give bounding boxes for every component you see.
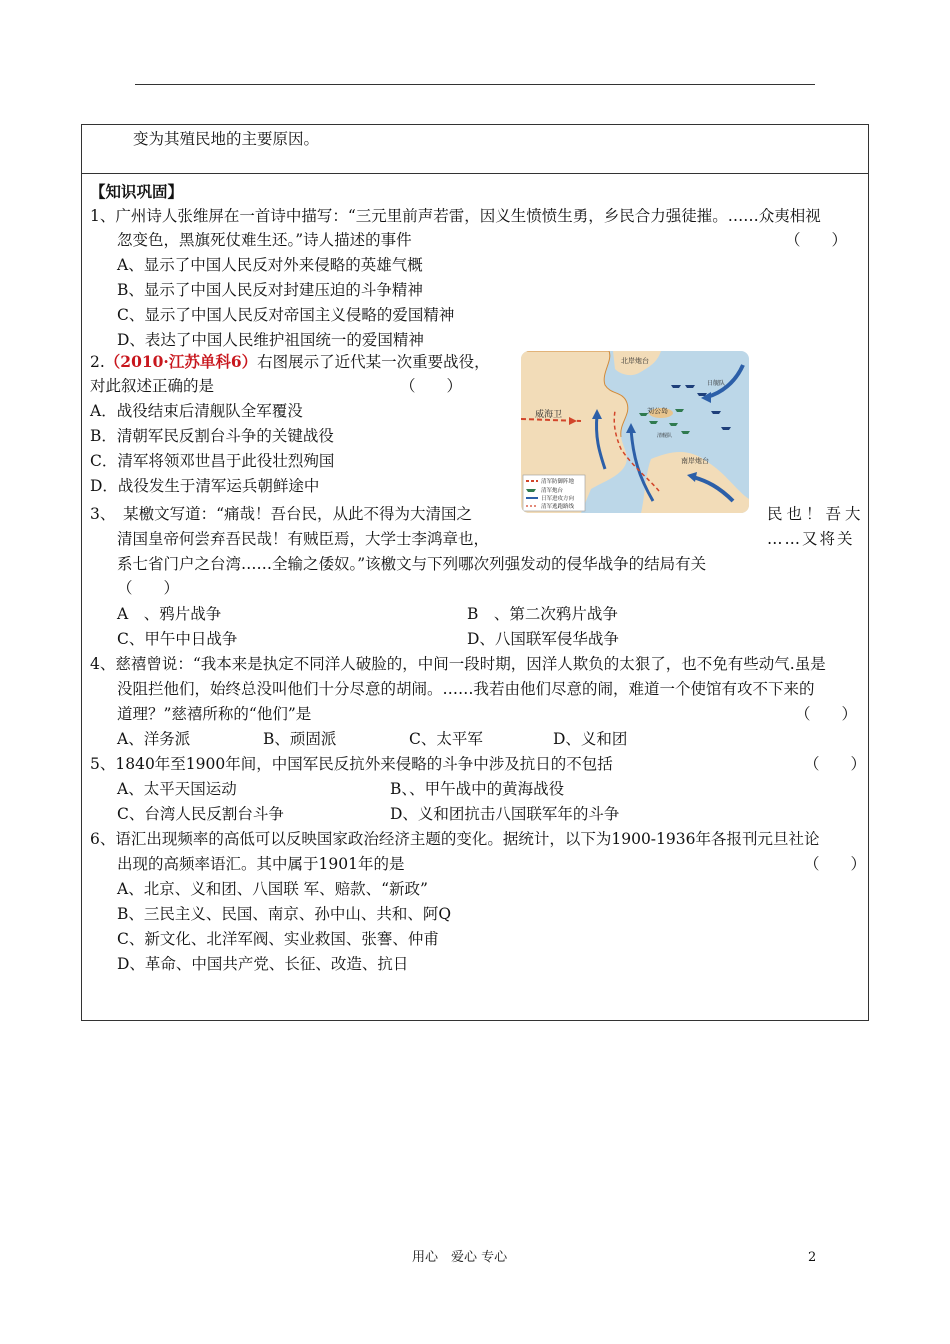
q5-option-b: B、、甲午战中的黄海战役 [390,780,565,798]
q2-option-c: C．清军将领邓世昌于此役壮烈殉国 [90,452,335,470]
legend-label-attack: 日军进攻方向 [541,496,575,502]
q6-answer-blank: （ ） [804,855,867,873]
q6-option-d: D、革命、中国共产党、长征、改造、抗日 [117,955,409,973]
q3-stem-line2a: 清国皇帝何尝弃吾民哉！有贼臣焉，大学士李鸿章也， [117,530,490,548]
q5-option-d: D、义和团抗击八国联军年的斗争 [390,805,620,823]
q6-option-b: B、三民主义、民国、南京、孙中山、共和、阿Q [117,905,452,923]
q1-answer-blank: （ ） [785,231,848,249]
q5-answer-blank: （ ） [804,755,867,773]
q4-stem-line3: 道理？”慈禧所称的“他们”是 [117,705,312,723]
legend-label-fort: 清军炮台 [541,488,564,494]
q5-option-a: A、太平天国运动 [117,780,237,798]
q6-option-a: A、北京、义和团、八国联 军、赔款、“新政” [117,880,428,898]
q1-option-b: B、显示了中国人民反对封建压迫的斗争精神 [117,281,423,299]
battle-map-graphic [521,351,749,513]
q3-option-d: D、八国联军侵华战争 [467,630,619,648]
q1-option-d: D、表达了中国人民维护祖国统一的爱国精神 [117,331,424,349]
q4-option-d: D、义和团 [553,730,628,748]
q4-option-a: A、洋务派 [117,730,191,748]
q4-stem-line1: 4、慈禧曾说：“我本来是执定不同洋人破脸的，中间一段时期，因洋人欺负的太狠了，也不免有些动气.虽是 [90,655,826,673]
q5-stem-line1: 5、1840年至1900年间，中国军民反抗外来侵略的斗争中涉及抗日的不包括 [90,755,613,773]
label-weihai: 威海卫 [535,410,563,420]
battle-map [521,351,749,513]
q2-stem-text: 右图展示了近代某一次重要战役， [257,353,490,371]
q6-option-c: C、新文化、北洋军阀、实业救国、张謇、仲甫 [117,930,439,948]
q2-stem-line1 [90,352,490,372]
q1-stem-line2: 忽变色，黑旗死仗难生还。”诗人描述的事件 [117,231,412,249]
page-number: 2 [808,1250,817,1265]
q4-option-b: B、顽固派 [263,730,337,748]
label-liugong: 刘公岛 [647,407,668,415]
q1-stem-line1: 1、广州诗人张维屏在一首诗中描写：“三元里前声若雷，因义生愤愤生勇，乡民合力强徒摧。……众夷相视 [90,207,821,225]
legend-label-retreat: 清军逃跑路线 [541,504,575,510]
q2-source: （2010·江苏单科6） [104,352,258,371]
q2-answer-blank: （ ） [400,377,463,395]
label-south-fort: 南岸炮台 [681,457,709,465]
q1-option-a: A、显示了中国人民反对外来侵略的英雄气概 [117,256,423,274]
q6-stem-line1: 6、语汇出现频率的高低可以反映国家政治经济主题的变化。据统计，以下为1900-1936年各报刊元旦社论 [90,830,820,848]
q3-stem-line3: 系七省门户之台湾……全输之倭奴。”该檄文与下列哪次列强发动的侵华战争的结局有关 [117,555,707,573]
q2-option-a: A．战役结束后清舰队全军覆没 [90,402,303,420]
label-jp-fleet: 日舰队 [707,380,726,387]
legend-label-defense: 清军防御阵地 [541,479,575,485]
q4-option-c: C、太平军 [409,730,483,748]
q4-stem-line2: 没阻拦他们，始终总没叫他们十分尽意的胡闹。……我若由他们尽意的闹，难道一个使馆有攻不下来的 [117,680,815,698]
q2-number: 2. [90,353,105,371]
label-qing-fleet: 清舰队 [657,433,673,439]
q2-option-b: B．清朝军民反割台斗争的关键战役 [90,427,334,445]
q2-stem-line2: 对此叙述正确的是 [90,377,215,395]
q3-stem-line1b: 民也！吾大 [767,505,865,523]
q3-option-c: C、甲午中日战争 [117,630,238,648]
footer-motto: 用心 爱心 专心 [412,1250,508,1265]
q6-stem-line2: 出现的高频率语汇。其中属于1901年的是 [117,855,405,873]
header-rule [135,84,815,85]
q2-option-d: D．战役发生于清军运兵朝鲜途中 [90,477,320,495]
section-title: 【知识巩固】 [90,182,184,201]
q5-option-c: C、台湾人民反割台斗争 [117,805,284,823]
q3-option-a: A 、鸦片战争 [117,605,222,623]
q1-option-c: C、显示了中国人民反对帝国主义侵略的爱国精神 [117,306,455,324]
q3-option-b: B 、第二次鸦片战争 [467,605,618,623]
q3-stem-line1a: 3、 某檄文写道：“痛哉！吾台民，从此不得为大清国之 [90,505,473,523]
intro-fragment: 变为其殖民地的主要原因。 [133,130,320,148]
label-north-fort: 北岸炮台 [621,357,649,365]
q3-answer-blank: （ ） [117,579,180,597]
q4-answer-blank: （ ） [795,705,858,723]
q3-stem-line2b: ……又将关 [767,530,855,548]
